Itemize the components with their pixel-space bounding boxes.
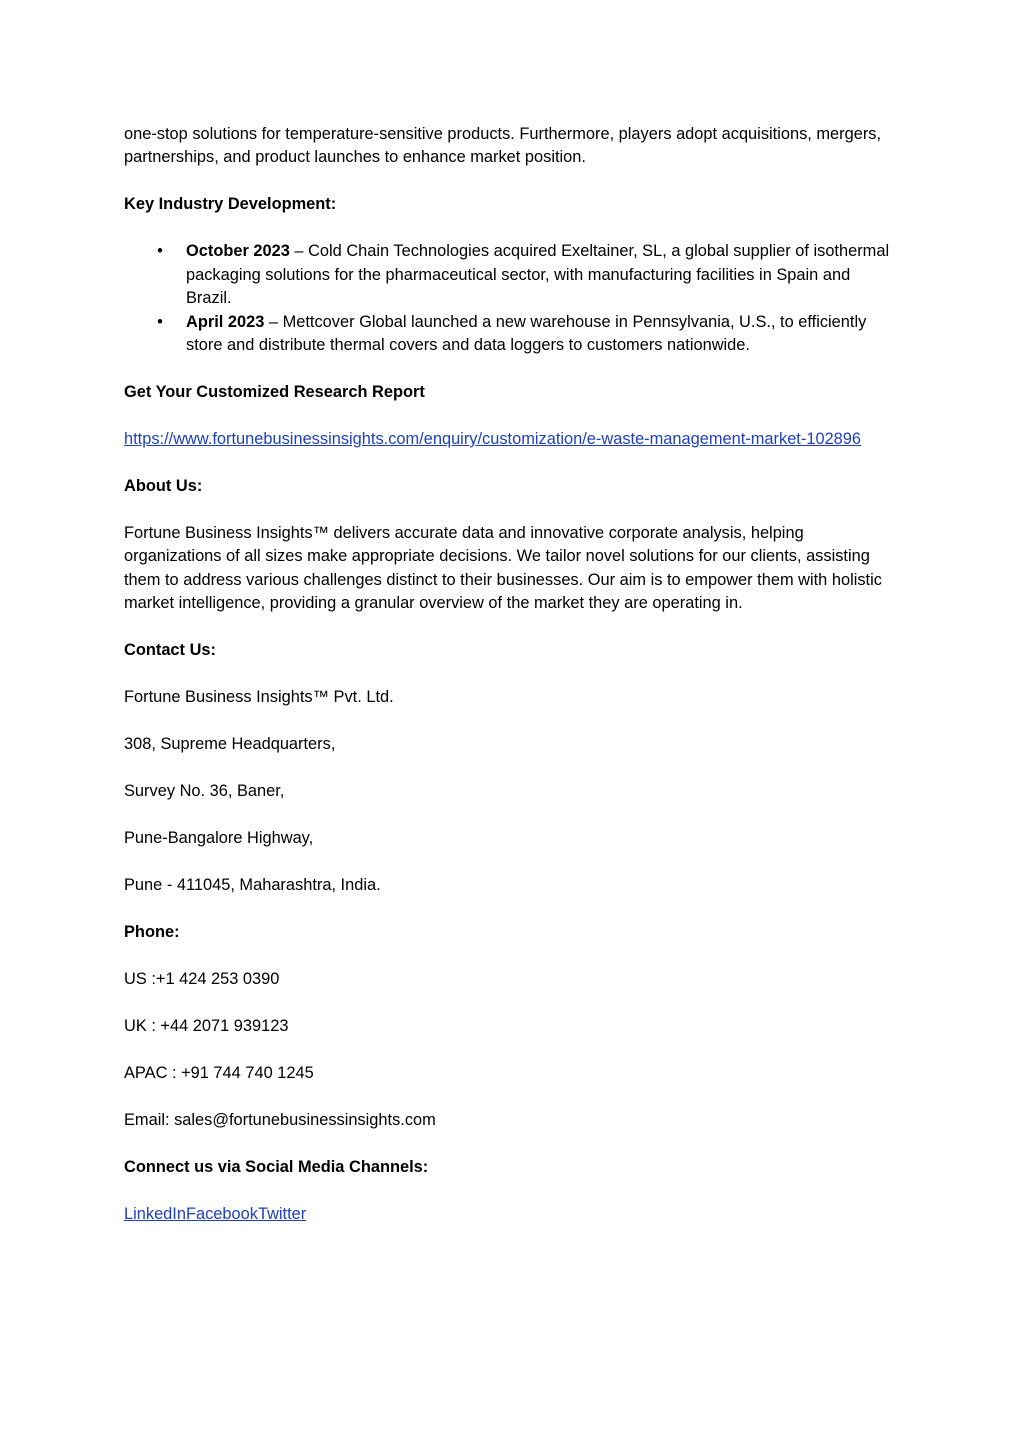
- custom-report-heading: Get Your Customized Research Report: [124, 383, 425, 402]
- phone-uk: UK : +44 2071 939123: [124, 1017, 289, 1036]
- social-heading: Connect us via Social Media Channels:: [124, 1158, 429, 1177]
- address-line-4: Pune - 411045, Maharashtra, India.: [124, 876, 381, 895]
- list-item: [124, 311, 894, 358]
- phone-heading: Phone:: [124, 923, 180, 942]
- phone-us: US :+1 424 253 0390: [124, 970, 280, 989]
- facebook-link[interactable]: Facebook: [185, 1205, 258, 1224]
- address-line-3: Pune-Bangalore Highway,: [124, 829, 314, 848]
- intro-paragraph: one-stop solutions for temperature-sensitive products. Furthermore, players adopt acquisitions, mergers, partnerships, and product launches to enhance market position.: [124, 125, 882, 167]
- development-text: – Mettcover Global launched a new warehouse in Pennsylvania, U.S., to efficiently store and distribute thermal covers and data loggers to customers nationwide.: [186, 312, 867, 355]
- contact-heading: Contact Us:: [124, 641, 216, 660]
- key-development-heading: Key Industry Development:: [124, 195, 337, 214]
- custom-report-link[interactable]: https://www.fortunebusinessinsights.com/enquiry/customization/e-waste-management-market-102896: [124, 430, 862, 449]
- bullet-icon: •: [157, 312, 163, 331]
- address-line-1: 308, Supreme Headquarters,: [124, 735, 336, 754]
- document-page: [124, 123, 894, 1250]
- address-line-2: Survey No. 36, Baner,: [124, 782, 285, 801]
- list-item: [124, 240, 894, 310]
- twitter-link[interactable]: Twitter: [257, 1205, 307, 1224]
- phone-apac: APAC : +91 744 740 1245: [124, 1064, 314, 1083]
- linkedin-link[interactable]: LinkedIn: [124, 1205, 186, 1224]
- about-text: Fortune Business Insights™ delivers accurate data and innovative corporate analysis, helping organizations of all sizes make appropriate decisions. We tailor novel solutions for our clients, assisting them to address various challenges distinct to their businesses. Our aim is to empower them with holistic market intelligence, providing a granular overview of the market they are operating in.: [124, 524, 882, 613]
- development-text: – Cold Chain Technologies acquired Exeltainer, SL, a global supplier of isothermal packaging solutions for the pharmaceutical sector, with manufacturing facilities in Spain and Brazil.: [186, 242, 890, 308]
- development-list: [124, 240, 894, 357]
- custom-report-paragraph: [124, 428, 894, 451]
- about-heading: About Us:: [124, 477, 203, 496]
- company-name: Fortune Business Insights™ Pvt. Ltd.: [124, 688, 394, 707]
- development-date: October 2023: [186, 242, 290, 261]
- social-links: [124, 1203, 894, 1226]
- bullet-icon: •: [157, 242, 163, 261]
- email: Email: sales@fortunebusinessinsights.com: [124, 1111, 436, 1130]
- development-date: April 2023: [186, 312, 265, 331]
